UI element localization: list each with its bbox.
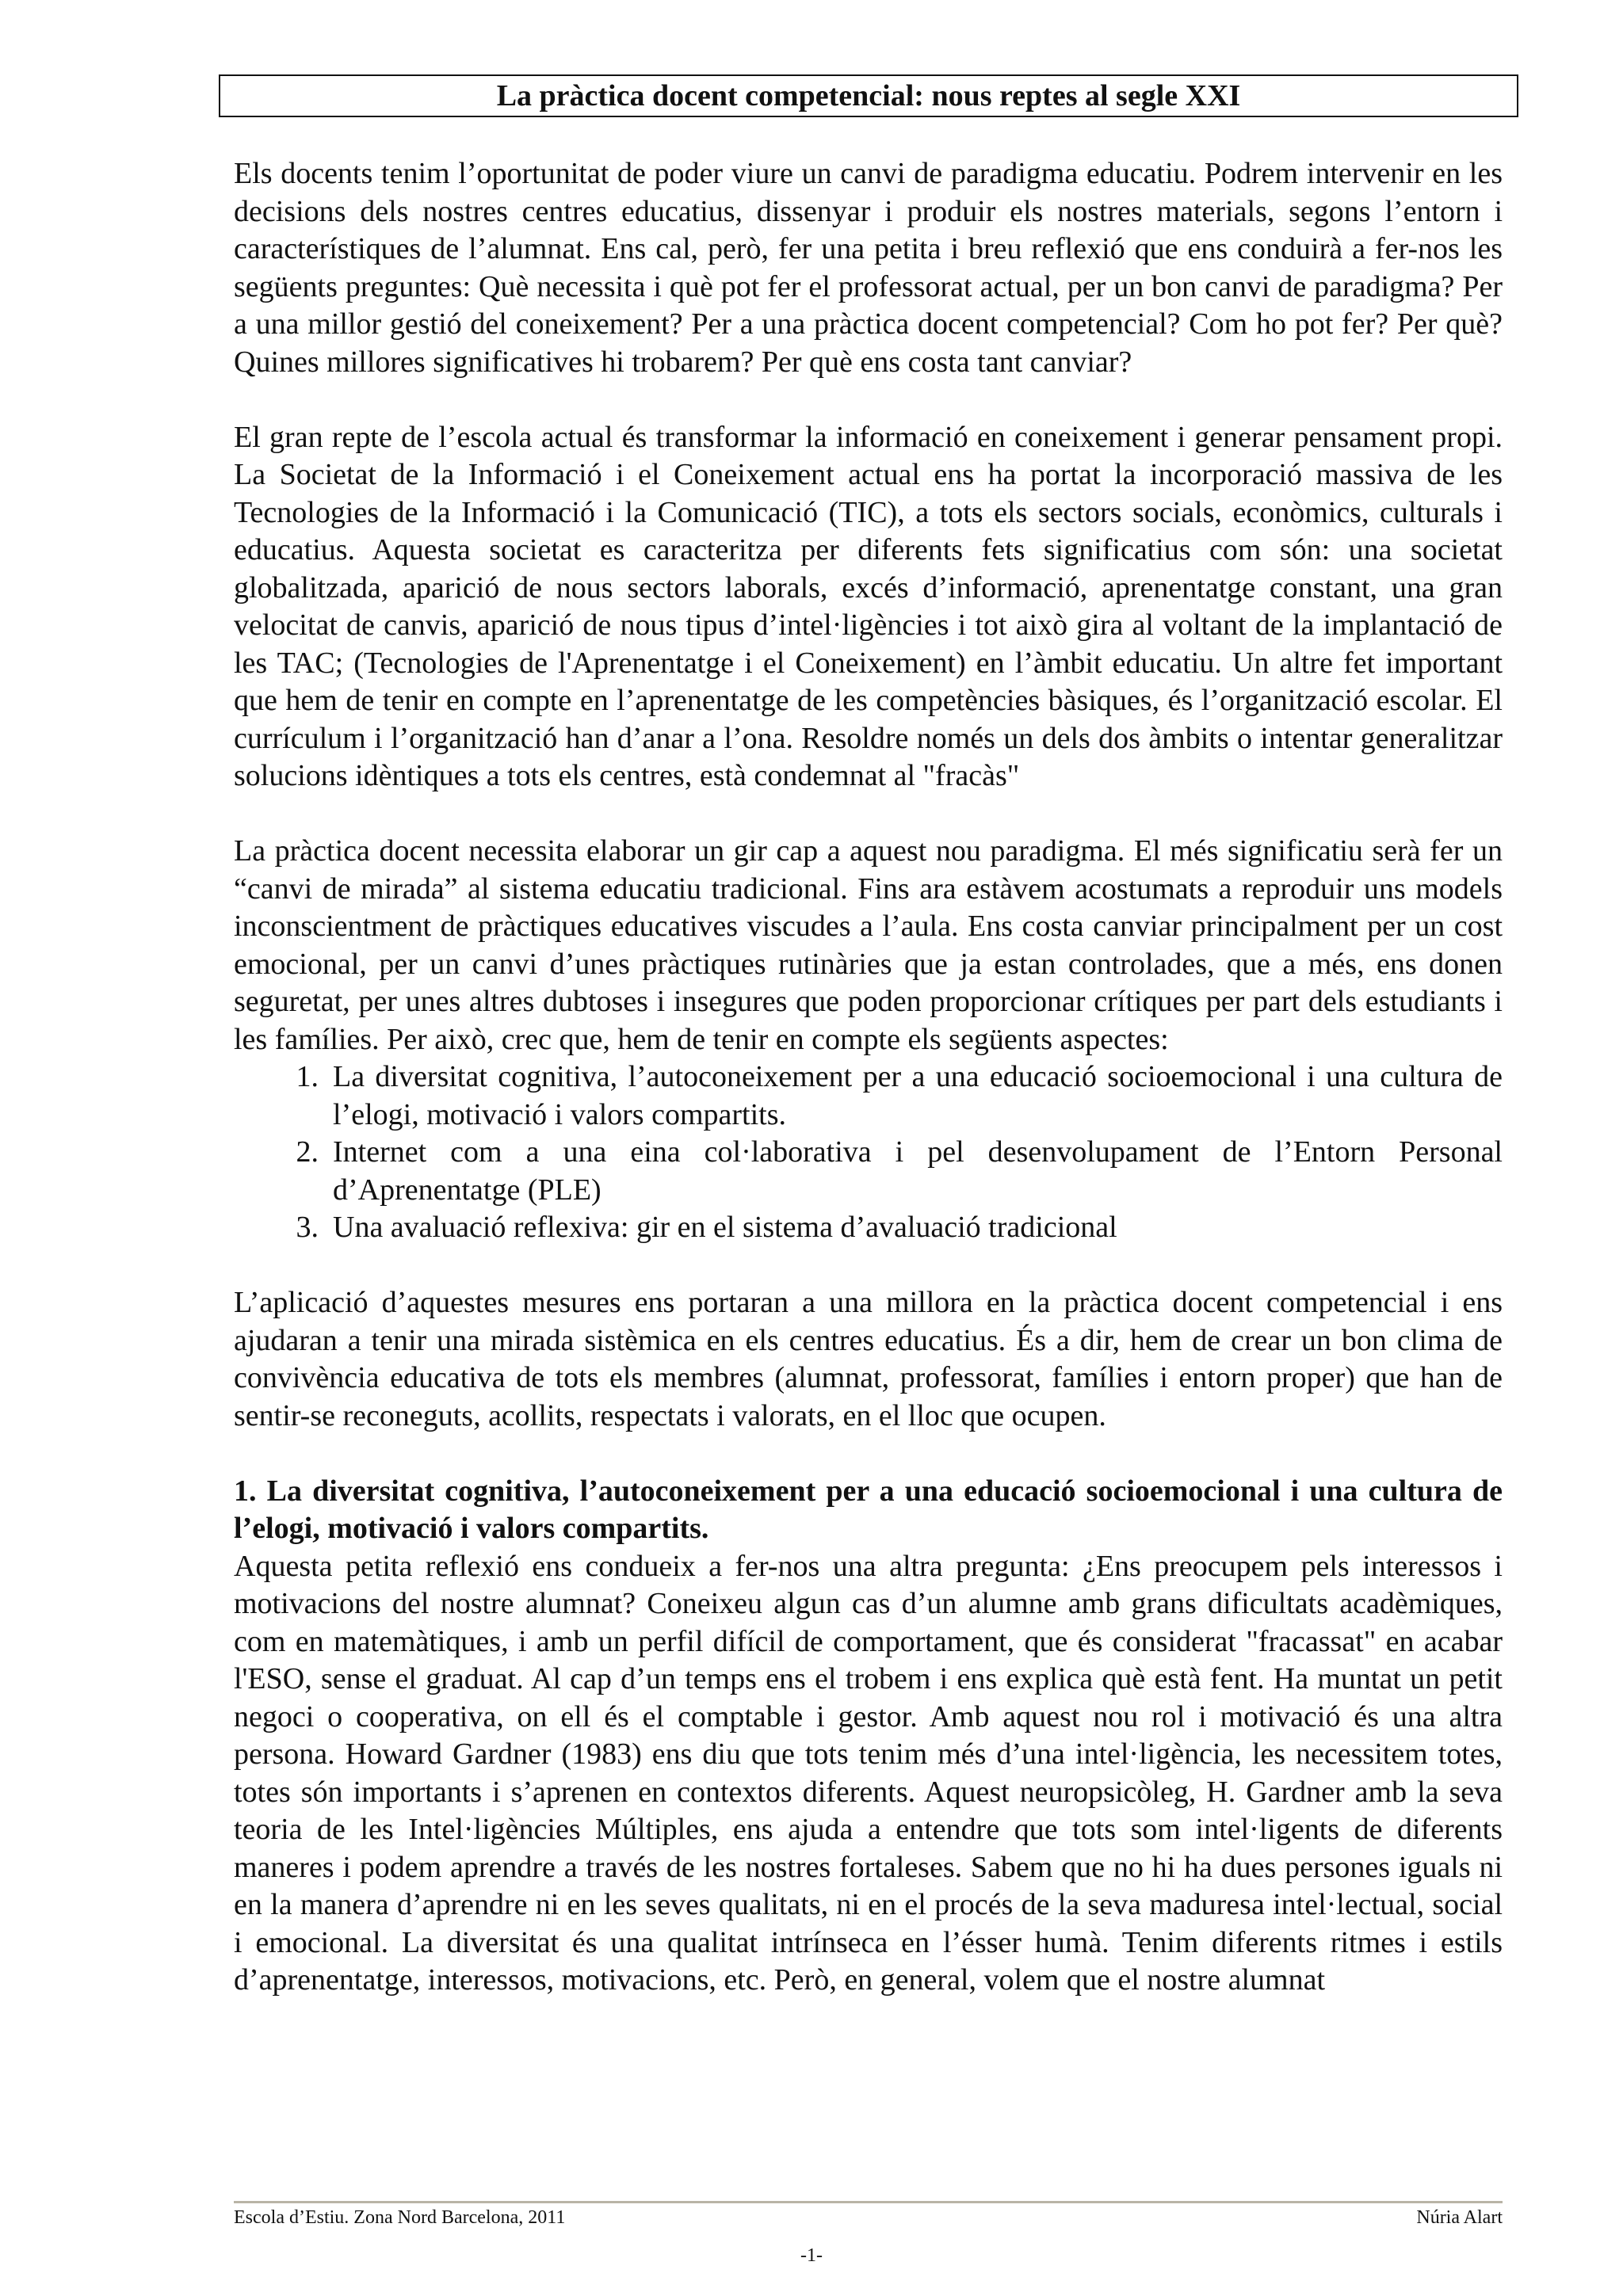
list-item bbox=[234, 1209, 1503, 1247]
list-text: Internet com a una eina col·laborativa i pel desenvolupament de l’Entorn Personal d’Aprenentatge (PLE) bbox=[333, 1135, 1503, 1207]
list-item bbox=[234, 1134, 1503, 1209]
list-number: 2. bbox=[296, 1135, 319, 1169]
paragraph-diversity: Aquesta petita reflexió ens condueix a fer-nos una altra pregunta: ¿Ens preocupem pels interessos i motivacions del nostre alumnat? Coneixeu algun cas d’un alumne amb grans dificultats acadèmiques, com en matemàtiques, i amb un perfil difícil de comportament, que és considerat "fracassat" en acabar l'ESO, sense el graduat. Al cap d’un temps ens el trobem i ens explica què està fent. Ha muntat un petit negoci o cooperativa, on ell és el comptable i gestor. Amb aquest nou rol i motivació és una altra persona. Howard Gardner (1983) ens diu que tots tenim més d’una intel·ligència, les necessitem totes, totes són importants i s’aprenen en contextos diferents. Aquest neuropsicòleg, H. Gardner amb la seva teoria de les Intel·ligències Múltiples, ens ajuda a entendre que tots som intel·ligents de diferents maneres i podem aprendre a través de les nostres fortaleses. Sabem que no hi ha dues persones iguals ni en la manera d’aprendre ni en les seves qualitats, ni en el procés de la seva maduresa intel·lectual, social i emocional. La diversitat és una qualitat intrínseca en l’ésser humà. Tenim diferents ritmes i estils d’aprenentatge, interessos, motivacions, etc. Però, en general, volem que el nostre alumnat bbox=[234, 1549, 1503, 1997]
list-number: 1. bbox=[296, 1060, 319, 1093]
footer-author: Núria Alart bbox=[1416, 2207, 1503, 2228]
list-item bbox=[234, 1058, 1503, 1134]
footer-event: Escola d’Estiu. Zona Nord Barcelona, 2011 bbox=[234, 2207, 566, 2228]
paragraph-challenge: El gran repte de l’escola actual és transformar la informació en coneixement i generar pensament propi. La Societat de la Informació i el Coneixement actual ens ha portat la incorporació massiva de les Tecnologies de la Informació i la Comunicació (TIC), a tots els sectors socials, econòmics, culturals i educatius. Aquesta societat es caracteritza per diferents fets significatius com són: una societat globalitzada, aparició de nous sectors laborals, excés d’informació, aprenentatge constant, una gran velocitat de canvis, aparició de nous tipus d’intel·ligències i tot això gira al voltant de la implantació de les TAC; (Tecnologies de l'Aprenentatge i el Coneixement) en l’àmbit educatiu. Un altre fet important que hem de tenir en compte en l’aprenentatge de les competències bàsiques, és l’organització escolar. El currículum i l’organització han d’anar a l’ona. Resoldre només un dels dos àmbits o intentar generalitzar solucions idèntiques a tots els centres, està condemnat al "fracàs" bbox=[234, 420, 1503, 792]
paragraph-practice: La pràctica docent necessita elaborar un gir cap a aquest nou paradigma. El més significatiu serà fer un “canvi de mirada” al sistema educatiu tradicional. Fins ara estàvem acostumats a reproduir uns models inconscientment de pràctiques educatives viscudes a l’aula. Ens costa canviar principalment per un cost emocional, per un canvi d’unes pràctiques rutinàries que ja estan controlades, que a més, ens donen seguretat, per unes altres dubtoses i insegures que poden proporcionar crítiques per part dels estudiants i les famílies. Per això, crec que, hem de tenir en compte els següents aspectes: bbox=[234, 834, 1503, 1056]
document-body bbox=[234, 155, 1503, 2000]
section-heading: 1. La diversitat cognitiva, l’autoconeixement per a una educació socioemocional i una cultura de l’elogi, motivació i valors compartits. bbox=[234, 1474, 1503, 1545]
paragraph-application: L’aplicació d’aquestes mesures ens portaran a una millora en la pràctica docent competencial i ens ajudaran a tenir una mirada sistèmica en els centres educatius. És a dir, hem de crear un bon clima de convivència educativa de tots els membres (alumnat, professorat, famílies i entorn proper) que han de sentir-se reconeguts, acollits, respectats i valorats, en el lloc que ocupen. bbox=[234, 1286, 1503, 1432]
list-text: La diversitat cognitiva, l’autoconeixement per a una educació socioemocional i una cultura de l’elogi, motivació i valors compartits. bbox=[333, 1060, 1503, 1131]
list-number: 3. bbox=[296, 1211, 319, 1244]
paragraph-intro: Els docents tenim l’oportunitat de poder viure un canvi de paradigma educatiu. Podrem intervenir en les decisions dels nostres centres educatius, dissenyar i produir els nostres materials, segons l’entorn i característiques de l’alumnat. Ens cal, però, fer una petita i breu reflexió que ens conduirà a fer-nos les següents preguntes: Què necessita i què pot fer el professorat actual, per un bon canvi de paradigma? Per a una millor gestió del coneixement? Per a una pràctica docent competencial? Com ho pot fer? Per què? Quines millores significatives hi trobarem? Per què ens costa tant canviar? bbox=[234, 157, 1503, 379]
list-text: Una avaluació reflexiva: gir en el sistema d’avaluació tradicional bbox=[333, 1211, 1117, 1244]
aspects-list bbox=[234, 1058, 1503, 1247]
page-number: -1- bbox=[800, 2245, 823, 2266]
footer-divider bbox=[234, 2201, 1503, 2203]
document-title: La pràctica docent competencial: nous reptes al segle XXI bbox=[219, 74, 1518, 117]
